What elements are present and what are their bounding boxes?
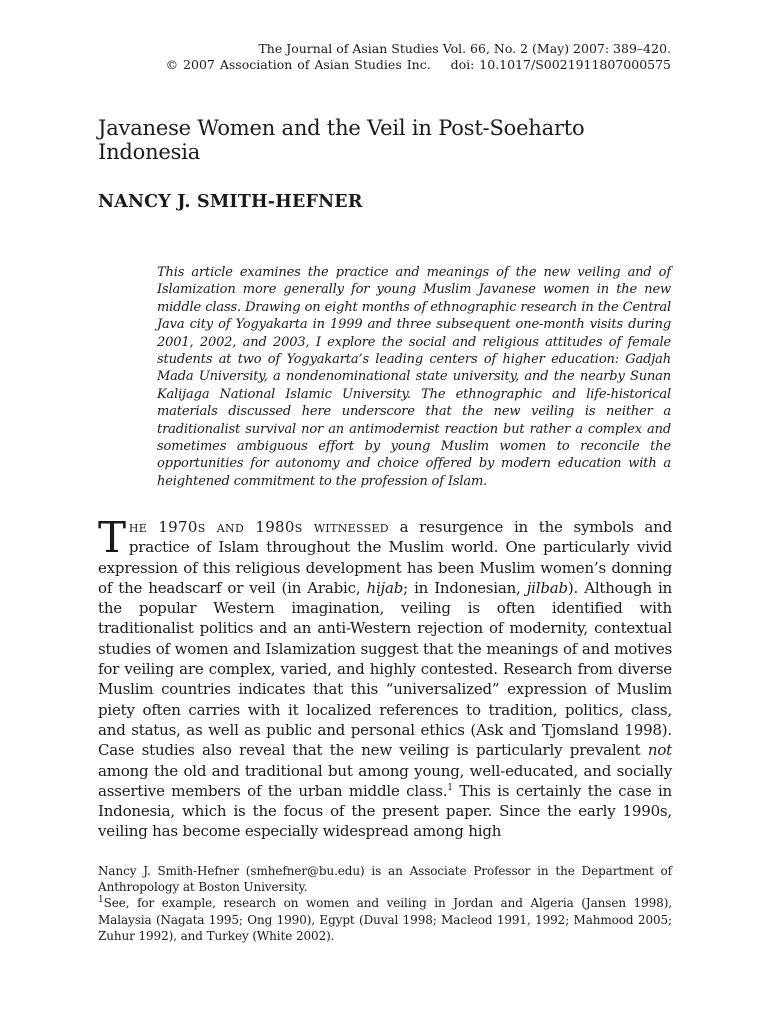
footnote-1 (98, 895, 672, 944)
body-paragraph (98, 513, 673, 842)
footnote-1-text: See, for example, research on women and veiling in Jordan and Algeria (Jansen 1998), Malaysia (Nagata 1995; Ong 1990), Egypt (Duval 1998; Macleod 1991, 1992; Mahmood 2005; Zuhur 1992), and Turkey (White 2002). (98, 896, 672, 943)
copyright-doi-line (166, 57, 671, 73)
journal-header (166, 41, 671, 73)
emphasis-not: not (647, 741, 672, 760)
abstract: This article examines the practice and meanings of the new veiling and of Islamization more generally for young Muslim Javanese women in the new middle class. Drawing on eight months of ethnographic research in the Central Java city of Yogyakarta in 1999 and three subsequent one-month visits during 2001, 2002, and 2003, I explore the social and religious attitudes of female students at two of Yogyakarta’s leading centers of higher education: Gadjah Mada University, a nondenominational state university, and the nearby Sunan Kalijaga National Islamic University. The ethnographic and life-historical materials discussed here underscore that the new veiling is neither a traditionalist survival nor an antimodernist reaction but rather a complex and sometimes ambiguous effort by young Muslim women to reconcile the opportunities for autonomy and choice offered by modern education with a heightened commitment to the profession of Islam. (157, 265, 671, 489)
doi: doi: 10.1017/S0021911807000575 (450, 57, 671, 72)
copyright-notice: © 2007 Association of Asian Studies Inc. (165, 57, 431, 72)
body-text-part-5: This is certainly the case in Indonesia, which is the focus of the present paper. Since the early 1990s, veiling has become especially widespread among high (98, 781, 673, 841)
article-author: NANCY J. SMITH-HEFNER (98, 192, 363, 212)
body-text-part-2: ; in Indonesian, (403, 578, 527, 597)
term-hijab: hijab (366, 578, 404, 597)
body-text-part-1: a resurgence in the symbols and practice of Islam throughout the Muslim world. One particularly vivid expression of this religious development has been Muslim women’s donning of the headscarf or veil (in Arabic, (98, 518, 672, 597)
footnote-1-number: 1 (98, 895, 104, 906)
footnote-ref-1[interactable]: 1 (447, 782, 453, 793)
opening-small-caps: he 1970s and 1980s witnessed (128, 518, 389, 536)
term-jilbab: jilbab (526, 578, 568, 597)
author-note: Nancy J. Smith-Hefner (smhefner@bu.edu) is an Associate Professor in the Department of Anthropology at Boston University. (98, 864, 672, 895)
footnotes (98, 863, 672, 944)
body-text-part-4: among the old and traditional but among young, well-educated, and socially assertive members of the urban middle class. (98, 761, 672, 800)
body-text-part-3: ). Although in the popular Western imagination, veiling is often identified with traditionalist politics and an anti-Western rejection of modernity, contextual studies of women and Islamization suggest that the meanings of and motives for veiling are complex, varied, and highly contested. Research from diverse Muslim countries indicates that this “universalized” expression of Muslim piety often carries with it localized references to tradition, politics, class, and status, as well as public and personal ethics (Ask and Tjomsland 1998). Case studies also reveal that the new veiling is particularly prevalent (98, 578, 673, 760)
drop-cap: T (98, 513, 126, 562)
article-title: Javanese Women and the Veil in Post-Soeharto Indonesia (98, 116, 585, 164)
journal-citation: The Journal of Asian Studies Vol. 66, No. 2 (May) 2007: 389–420. (258, 41, 671, 56)
